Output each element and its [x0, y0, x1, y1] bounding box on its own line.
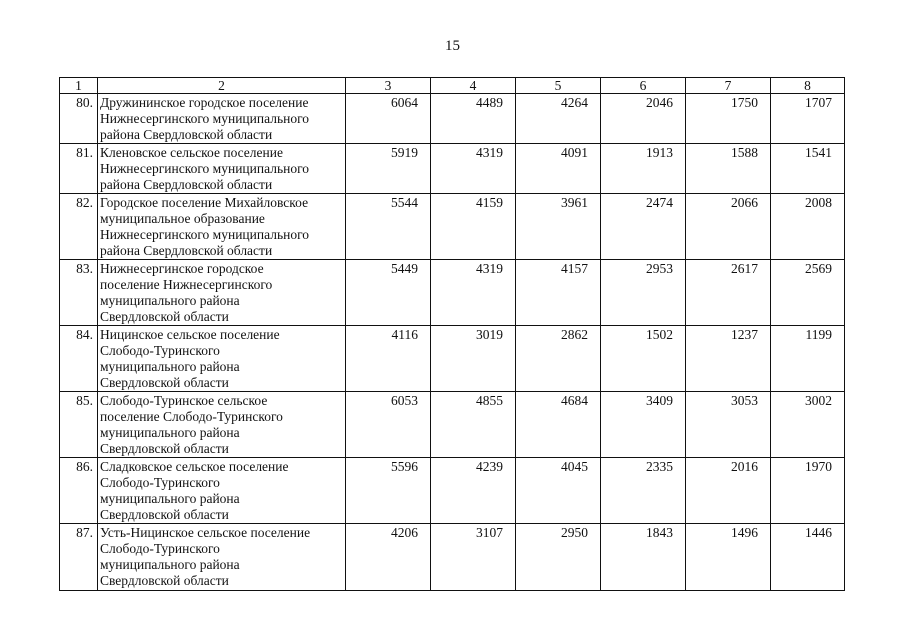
settlement-name [98, 524, 346, 591]
table-row [60, 392, 845, 458]
settlement-name-line: Городское поселение Михайловское [100, 195, 309, 210]
value-cell-col-8: 1541 [771, 144, 845, 194]
settlement-name-line: района Свердловской области [100, 243, 273, 258]
settlement-name [98, 194, 346, 260]
header-cell: 3 [346, 78, 431, 94]
value-cell-col-6: 1502 [601, 326, 686, 392]
header-cell: 1 [60, 78, 98, 94]
value-cell-col-8: 2008 [771, 194, 845, 260]
table-row [60, 326, 845, 392]
settlement-name-line: Дружининское городское поселение [100, 95, 309, 110]
header-row [60, 78, 845, 94]
settlement-name-line: Слободо-Туринского [100, 343, 220, 358]
settlement-name-line: Слободо-Туринского [100, 541, 220, 556]
header-cell: 4 [431, 78, 516, 94]
value-cell-col-4: 4319 [431, 260, 516, 326]
value-cell-col-8: 1707 [771, 94, 845, 144]
value-cell-col-5: 4045 [516, 458, 601, 524]
value-cell-col-8: 1970 [771, 458, 845, 524]
row-number: 84. [60, 326, 98, 392]
value-cell-col-7: 1588 [686, 144, 771, 194]
value-cell-col-7: 2066 [686, 194, 771, 260]
value-cell-col-4: 4159 [431, 194, 516, 260]
settlement-name-line: Свердловской области [100, 507, 229, 522]
value-cell-col-7: 2617 [686, 260, 771, 326]
value-cell-col-5: 2862 [516, 326, 601, 392]
settlement-name-line: Слободо-Туринского [100, 475, 220, 490]
settlement-name [98, 144, 346, 194]
header-cell: 6 [601, 78, 686, 94]
value-cell-col-6: 1843 [601, 524, 686, 591]
value-cell-col-6: 2335 [601, 458, 686, 524]
settlement-name [98, 458, 346, 524]
value-cell-col-3: 5596 [346, 458, 431, 524]
settlement-name-line: района Свердловской области [100, 127, 273, 142]
settlement-name-line: Нижнесергинского муниципального [100, 161, 310, 176]
value-cell-col-3: 6053 [346, 392, 431, 458]
value-cell-col-4: 3107 [431, 524, 516, 591]
table-row [60, 260, 845, 326]
value-cell-col-8: 1446 [771, 524, 845, 591]
value-cell-col-7: 1496 [686, 524, 771, 591]
settlement-name-line: муниципального района [100, 425, 240, 440]
settlement-name-line: района Свердловской области [100, 177, 273, 192]
value-cell-col-5: 3961 [516, 194, 601, 260]
settlement-name-line: муниципальное образование [100, 211, 265, 226]
value-cell-col-3: 5544 [346, 194, 431, 260]
settlement-name-line: Свердловской области [100, 309, 229, 324]
settlement-name-line: Сладковское сельское поселение [100, 459, 289, 474]
value-cell-col-6: 2953 [601, 260, 686, 326]
value-cell-col-4: 4489 [431, 94, 516, 144]
value-cell-col-7: 2016 [686, 458, 771, 524]
value-cell-col-7: 1750 [686, 94, 771, 144]
row-number: 83. [60, 260, 98, 326]
row-number: 81. [60, 144, 98, 194]
row-number: 82. [60, 194, 98, 260]
settlement-name-line: Свердловской области [100, 375, 229, 390]
settlement-name-line: муниципального района [100, 557, 240, 572]
value-cell-col-3: 4206 [346, 524, 431, 591]
settlement-name [98, 260, 346, 326]
settlement-name-line: поселение Слободо-Туринского [100, 409, 283, 424]
header-cell: 8 [771, 78, 845, 94]
value-cell-col-4: 4239 [431, 458, 516, 524]
settlement-name-line: поселение Нижнесергинского [100, 277, 273, 292]
page-number: 15 [445, 38, 460, 54]
table-body [60, 78, 845, 591]
value-cell-col-3: 6064 [346, 94, 431, 144]
value-cell-col-8: 3002 [771, 392, 845, 458]
settlement-name-line: Нижнесергинское городское [100, 261, 264, 276]
settlement-name [98, 94, 346, 144]
settlement-name-line: Нижнесергинского муниципального [100, 111, 310, 126]
row-number: 87. [60, 524, 98, 591]
header-cell: 7 [686, 78, 771, 94]
value-cell-col-6: 2474 [601, 194, 686, 260]
settlement-name [98, 392, 346, 458]
settlement-name-line: муниципального района [100, 293, 240, 308]
settlement-name-line: Кленовское сельское поселение [100, 145, 283, 160]
value-cell-col-8: 1199 [771, 326, 845, 392]
table-row [60, 458, 845, 524]
header-cell: 5 [516, 78, 601, 94]
settlement-name-line: Усть-Ницинское сельское поселение [100, 525, 311, 540]
value-cell-col-4: 4319 [431, 144, 516, 194]
value-cell-col-8: 2569 [771, 260, 845, 326]
value-cell-col-7: 3053 [686, 392, 771, 458]
settlement-name-line: муниципального района [100, 491, 240, 506]
data-table [59, 77, 845, 591]
value-cell-col-6: 3409 [601, 392, 686, 458]
value-cell-col-3: 5449 [346, 260, 431, 326]
value-cell-col-3: 4116 [346, 326, 431, 392]
value-cell-col-4: 3019 [431, 326, 516, 392]
value-cell-col-4: 4855 [431, 392, 516, 458]
row-number: 86. [60, 458, 98, 524]
table-row [60, 194, 845, 260]
settlement-name-line: Нижнесергинского муниципального [100, 227, 310, 242]
value-cell-col-5: 4157 [516, 260, 601, 326]
table-row [60, 94, 845, 144]
value-cell-col-6: 1913 [601, 144, 686, 194]
row-number: 85. [60, 392, 98, 458]
settlement-name-line: Свердловской области [100, 573, 229, 588]
value-cell-col-3: 5919 [346, 144, 431, 194]
header-cell: 2 [98, 78, 346, 94]
table-row [60, 524, 845, 591]
table-row [60, 144, 845, 194]
value-cell-col-6: 2046 [601, 94, 686, 144]
value-cell-col-7: 1237 [686, 326, 771, 392]
row-number: 80. [60, 94, 98, 144]
settlement-name [98, 326, 346, 392]
settlement-name-line: муниципального района [100, 359, 240, 374]
value-cell-col-5: 4684 [516, 392, 601, 458]
settlement-name-line: Слободо-Туринское сельское [100, 393, 268, 408]
settlement-name-line: Ницинское сельское поселение [100, 327, 280, 342]
value-cell-col-5: 4264 [516, 94, 601, 144]
settlement-name-line: Свердловской области [100, 441, 229, 456]
value-cell-col-5: 4091 [516, 144, 601, 194]
value-cell-col-5: 2950 [516, 524, 601, 591]
